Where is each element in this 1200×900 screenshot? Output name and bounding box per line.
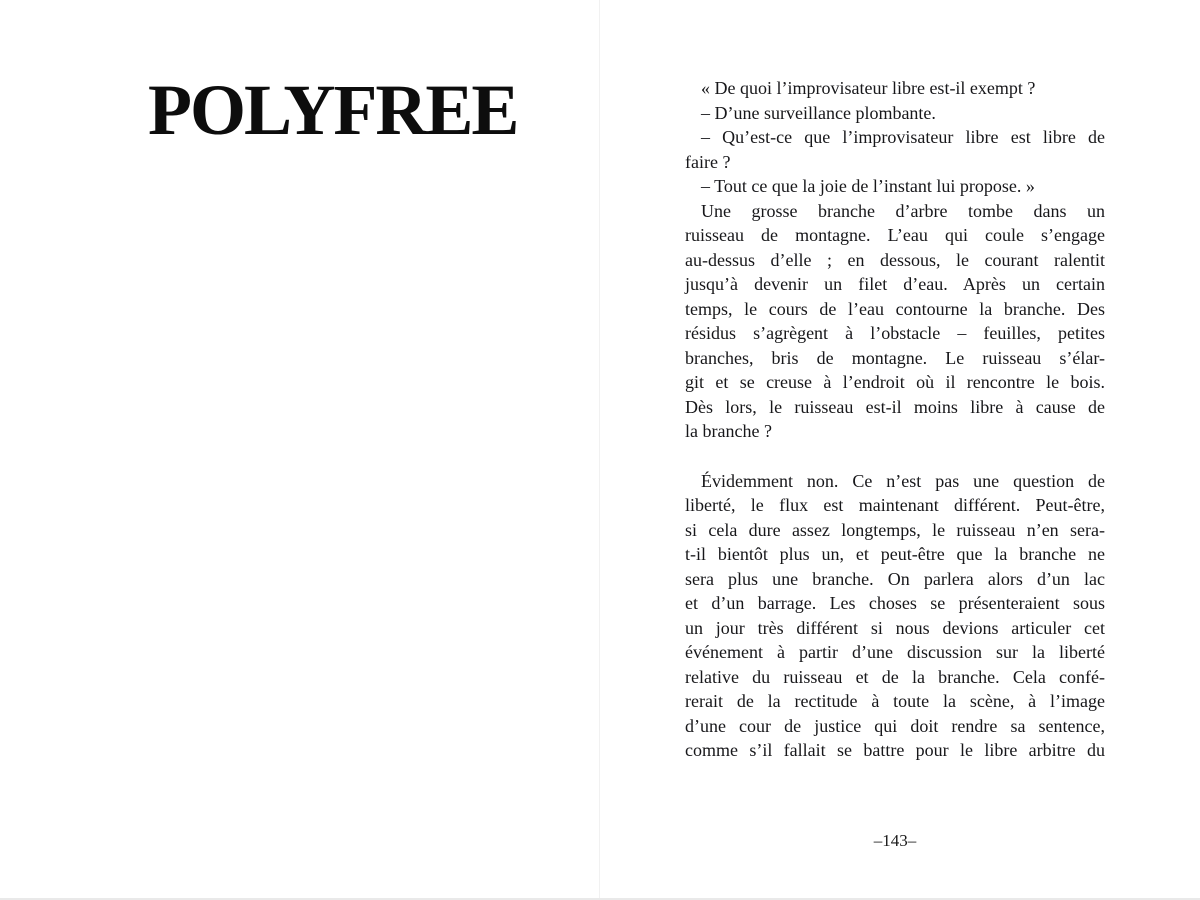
text-line: faire ? <box>685 151 731 172</box>
text-line: « De quoi l’improvisateur libre est-il exempt ? <box>701 78 1036 98</box>
epigraph <box>685 76 1105 199</box>
text-line: git et se creuse à l’endroit où il rencontre le bois. <box>685 372 1105 392</box>
text-line: – Qu’est-ce que l’improvisateur libre est libre de <box>701 127 1105 147</box>
text-line: Une grosse branche d’arbre tombe dans un <box>701 200 1105 221</box>
text-line: relative du ruisseau et de la branche. Cela confé- <box>685 666 1105 687</box>
text-line: au-dessus d’elle ; en dessous, le courant ralentit <box>685 249 1105 270</box>
text-line: la branche ? <box>685 421 772 441</box>
text-line: d’une cour de justice qui doit rendre sa sentence, <box>685 715 1105 736</box>
text-line: ruisseau de montagne. L’eau qui coule s’engage <box>685 225 1105 245</box>
text-line: un jour très différent si nous devions articuler cet <box>685 617 1105 638</box>
text-line: sera plus une branche. On parlera alors d’un lac <box>685 568 1105 589</box>
text-line: rerait de la rectitude à toute la scène, à l’image <box>685 691 1105 711</box>
text-line: si cela dure assez longtemps, le ruisseau n’en sera- <box>685 519 1105 540</box>
text-line: – D’une surveillance plombante. <box>701 102 936 123</box>
text-line: liberté, le flux est maintenant différent. Peut-être, <box>685 495 1105 515</box>
text-line: jusqu’à devenir un filet d’eau. Après un certain <box>685 274 1105 294</box>
text-line: comme s’il fallait se battre pour le libre arbitre du <box>685 740 1105 760</box>
text-line: t-il bientôt plus un, et peut-être que la branche ne <box>685 544 1105 564</box>
left-page <box>0 0 599 900</box>
page-number: –143– <box>873 831 917 850</box>
text-line: Dès lors, le ruisseau est-il moins libre à cause de <box>685 396 1105 417</box>
text-line: – Tout ce que la joie de l’instant lui propose. » <box>701 176 1035 196</box>
paragraph <box>685 199 1105 444</box>
text-line: et d’un barrage. Les choses se présenteraient sous <box>685 593 1105 613</box>
paragraph <box>685 469 1105 763</box>
text-line: Évidemment non. Ce n’est pas une question de <box>701 470 1105 491</box>
text-line: événement à partir d’une discussion sur la liberté <box>685 642 1105 662</box>
text-block <box>685 76 1105 763</box>
text-line: temps, le cours de l’eau contourne la branche. Des <box>685 298 1105 319</box>
chapter-title: POLYFREE <box>148 70 518 150</box>
body-paragraphs <box>685 199 1105 763</box>
text-line: branches, bris de montagne. Le ruisseau s’élar- <box>685 347 1105 368</box>
text-line: résidus s’agrègent à l’obstacle – feuilles, petites <box>685 323 1105 343</box>
right-page <box>600 0 1200 900</box>
